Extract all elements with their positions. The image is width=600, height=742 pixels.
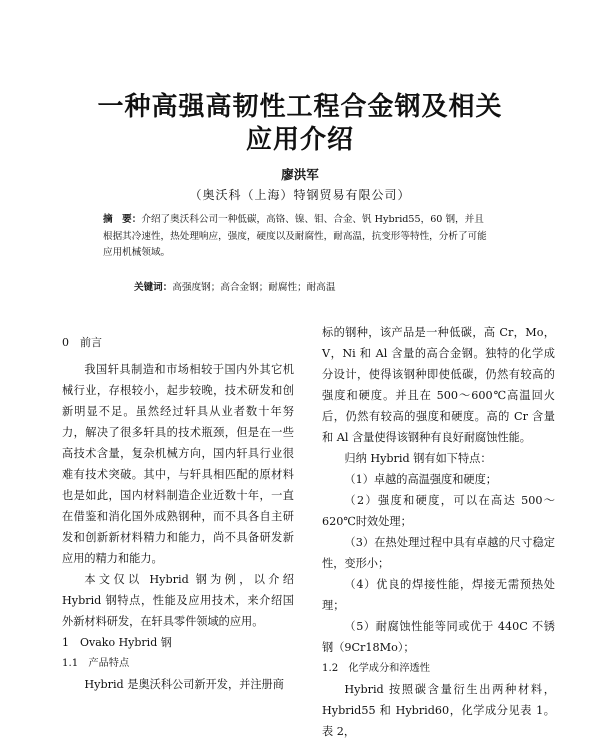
list-item: （1）卓越的高温强度和硬度； [344,473,497,486]
right-column [322,322,555,742]
section-heading-hybrid-steel: 1 Ovako Hybrid 钢 [62,636,172,649]
list-item: （2）强度和硬度，可以在高达 500～620℃时效处理； [322,494,555,528]
article-title-line-2: 应用介绍 [245,125,354,155]
paragraph: Hybrid 按照碳含量衍生出两种材料，Hybrid55 和 Hybrid60，化学成分见表 1。表 2， [322,683,555,738]
paragraph: 标的钢种，该产品是一种低碳，高 Cr，Mo，V，Ni 和 Al 含量的高合金钢。独特的化学成分设计，使得该钢种即使低碳，仍然有较高的强度和硬度。并且在 500～600℃高温回火后，仍然有较高的强度和硬度。高的 Cr 含量和 Al 含量使得该钢种有良好耐腐蚀性能。 [322,326,555,444]
keywords [134,279,335,293]
left-column [62,332,294,695]
list-item: （3）在热处理过程中具有卓越的尺寸稳定性，变形小； [322,536,555,570]
list-item: （5）耐腐蚀性能等同或优于 440C 不锈钢（9Cr18Mo）； [322,620,555,654]
author-name: 廖洪军 [281,167,319,182]
subsection-heading-chemical-composition: 1.2 化学成分和淬透性 [322,663,430,674]
section-heading-introduction: 0 前言 [62,336,102,349]
abstract-label: 摘 要： [103,214,142,225]
paragraph: 我国轩具制造和市场相较于国内外其它机械行业，存根较小，起步较晚，技术研发和创新明显不足。虽然经过轩具从业者数十年努力，解决了很多轩具的技术瓶颈，但是在一些高技术含量，复杂机械方向，国内轩具行业很难有技术突破。其中，与轩具相匹配的原材料也是如此，国内材料制造企业近数十年，一直在借鉴和消化国外成熟钢种，而不具各自主研发和创新新材料精力和能力，尚不具备研发新应用的精力和能力。 [62,363,294,565]
article-title-line-1: 一种高强高韧性工程合金钢及相关 [97,92,503,122]
paragraph: 本文仅以 Hybrid 钢为例，以介绍 Hybrid 钢特点，性能及应用技术，来介绍国外新材料研发，在轩具零件领域的应用。 [62,573,294,628]
list-item: （4）优良的焊接性能，焊接无需预热处理； [322,578,555,612]
author-affiliation: （奥沃科（上海）特钢贸易有限公司） [189,188,411,202]
paragraph: 归纳 Hybrid 钢有如下特点： [344,452,492,465]
abstract [103,212,493,262]
keywords-label: 关键词： [134,282,173,293]
paragraph: Hybrid 是奥沃科公司新开发，并注册商 [84,678,284,691]
abstract-text: 介绍了奥沃科公司一种低碳，高铬、镍、钼、合金、钒 Hybrid55，60 钢，并且根据其冷速性，热处理响应，强度，硬度以及耐腐性，耐高温，抗变形等特性，分析了可能应用机械领域。 [103,214,487,258]
subsection-heading-product-features: 1.1 产品特点 [62,658,130,669]
keywords-text: 高强度钢；高合金钢；耐腐性；耐高温 [172,282,336,293]
